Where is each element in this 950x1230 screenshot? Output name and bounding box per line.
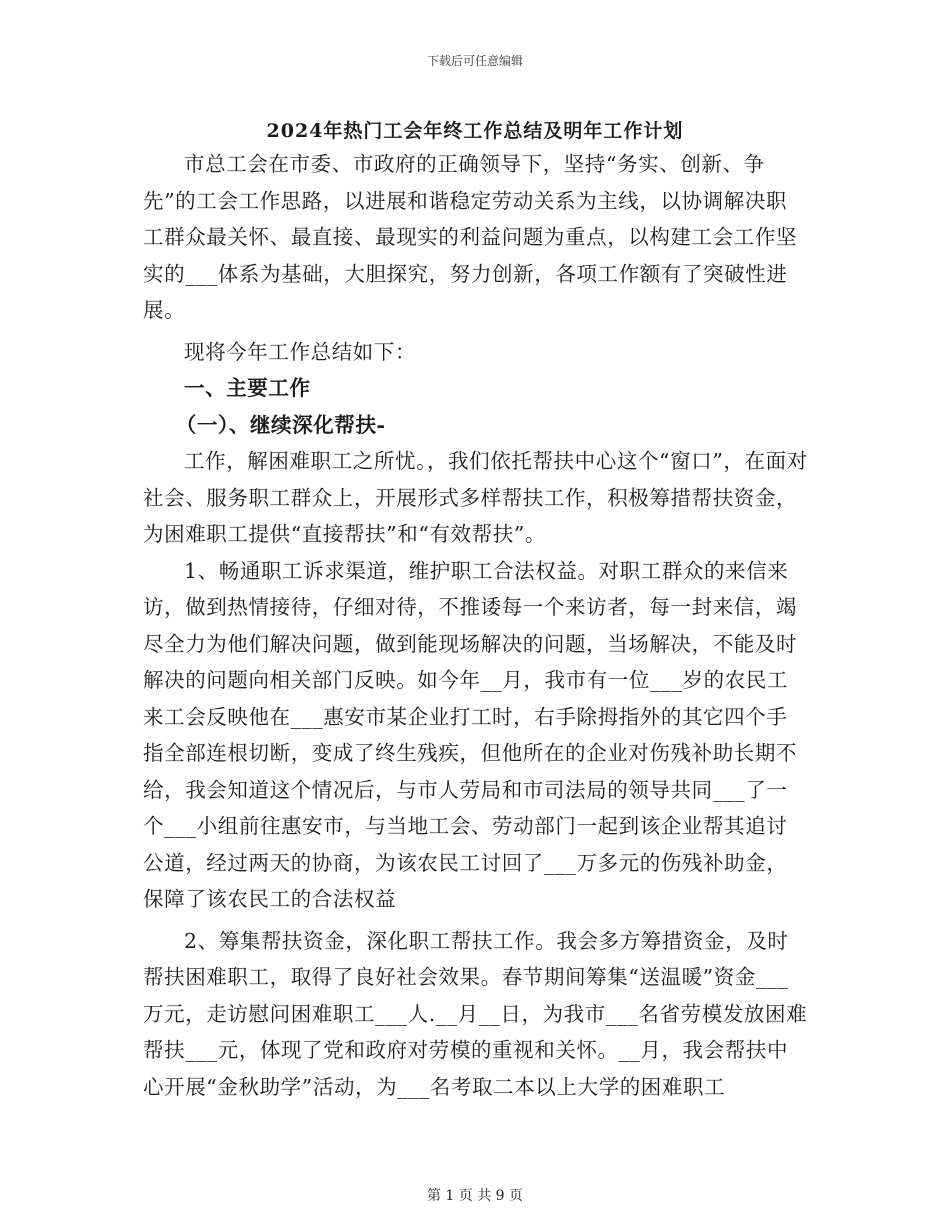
paragraph-item-1: 1、畅通职工诉求渠道，维护职工合法权益。对职工群众的来信来访，做到热情接待，仔细对待，不推诿每一个来访者，每一封来信，竭尽全力为他们解决问题，做到能现场解决的问题，当场解决，不能及时解决的问题向相关部门反映。如今年__月，我市有一位___岁的农民工来工会反映他在___惠安市某企业打工时，右手除拇指外的其它四个手指全部连根切断，变成了终生残疾，但他所在的企业对伤残补助长期不给，我会知道这个情况后，与市人劳局和市司法局的领导共同___了一个___小组前往惠安市，与当地工会、劳动部门一起到该企业帮其追讨公道，经过两天的协商，为该农民工讨回了___万多元的伤残补助金，保障了该农民工的合法权益 (143, 558, 798, 911)
paragraph-work: 工作，解困难职工之所忧。，我们依托帮扶中心这个“窗口”，在面对社会、服务职工群众上，开展形式多样帮扶工作，积极筹措帮扶资金，为困难职工提供“直接帮扶”和“有效帮扶”。 (143, 449, 808, 546)
document-body (143, 146, 808, 1105)
paragraph-intro: 市总工会在市委、市政府的正确领导下，坚持“务实、创新、争先”的工会工作思路，以进展和谐稳定劳动关系为主线，以协调解决职工群众最关怀、最直接、最现实的利益问题为重点，以构建工会工作坚实的___体系为基础，大胆探究，努力创新，各项工作额有了突破性进展。 (143, 152, 798, 322)
document-title: 2024年热门工会年终工作总结及明年工作计划 (266, 120, 684, 142)
paragraph-item-2: 2、筹集帮扶资金，深化职工帮扶工作。我会多方筹措资金，及时帮扶困难职工，取得了良好社会效果。春节期间筹集“送温暖”资金___万元，走访慰问困难职工___人.__月__日，为我市___名省劳模发放困难帮扶___元，体现了党和政府对劳模的重视和关怀。__月，我会帮扶中心开展“金秋助学”活动，为___名考取二本以上大学的困难职工 (143, 928, 808, 1099)
section-heading: 一、主要工作 (184, 376, 311, 400)
page-header: 下载后可任意编辑 (426, 54, 523, 68)
paragraph-summary-lead: 现将今年工作总结如下： (184, 339, 417, 364)
page-footer: 第 1 页 共 9 页 (426, 1188, 524, 1204)
subsection-heading: （一）、继续深化帮扶- (175, 412, 386, 437)
